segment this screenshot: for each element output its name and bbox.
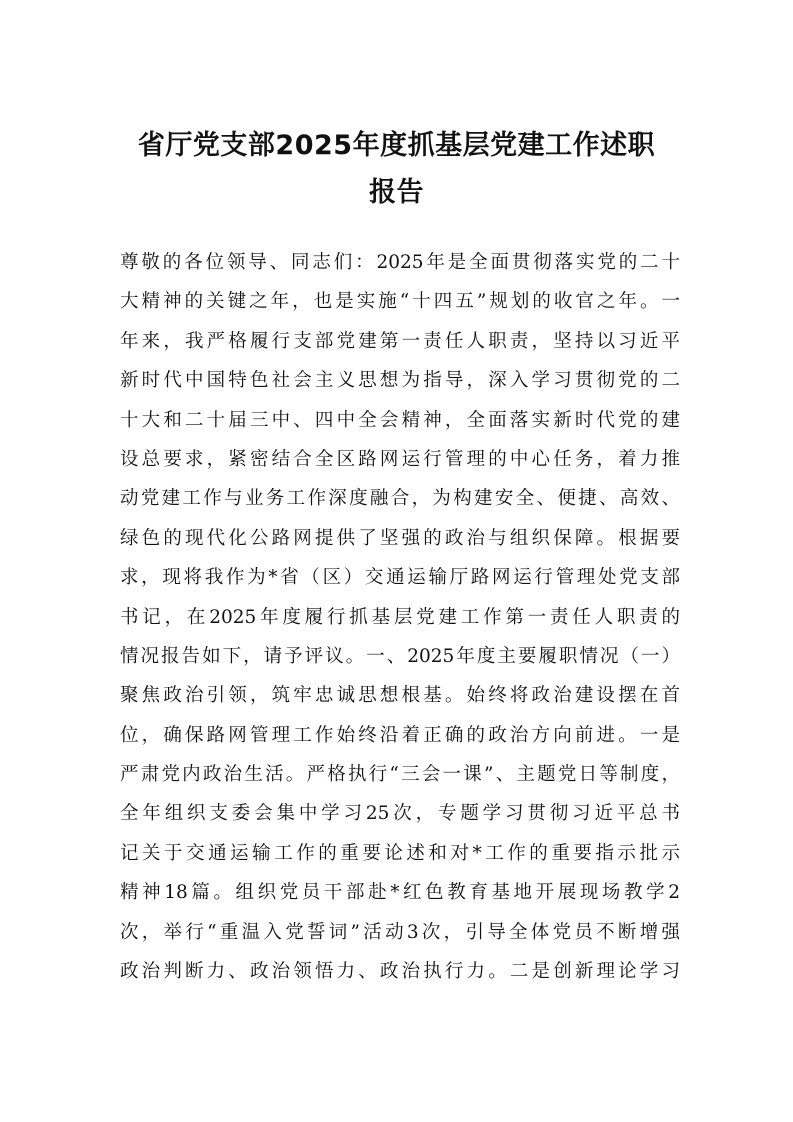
body-line: 动党建工作与业务工作深度融合，为构建安全、便捷、高效、 xyxy=(120,488,680,510)
body-line: 设总要求，紧密结合全区路网运行管理的中心任务，着力推 xyxy=(120,448,680,470)
document-body xyxy=(120,243,680,991)
body-line: 求，现将我作为*省（区）交通运输厅路网运行管理处党支部 xyxy=(120,567,680,589)
body-line: 记关于交通运输工作的重要论述和对*工作的重要指示批示 xyxy=(120,842,680,864)
body-line: 政治判断力、政治领悟力、政治执行力。二是创新理论学习 xyxy=(120,961,680,983)
body-line: 尊敬的各位领导、同志们：2025年是全面贯彻落实党的二十 xyxy=(120,252,680,273)
title-line-2: 报告 xyxy=(369,177,424,208)
document-title xyxy=(110,122,683,216)
body-line: 聚焦政治引领，筑牢忠诚思想根基。始终将政治建设摆在首 xyxy=(120,685,680,707)
title-line-1: 省厅党支部2025年度抓基层党建工作述职 xyxy=(137,130,656,161)
body-line: 精神18篇。组织党员干部赴*红色教育基地开展现场教学2 xyxy=(120,882,680,904)
body-line: 情况报告如下，请予评议。一、2025年度主要履职情况（一） xyxy=(120,645,680,667)
body-line: 全年组织支委会集中学习25次，专题学习贯彻习近平总书 xyxy=(120,803,680,825)
body-line: 绿色的现代化公路网提供了坚强的政治与组织保障。根据要 xyxy=(120,527,680,549)
body-line: 大精神的关键之年，也是实施“十四五”规划的收官之年。一 xyxy=(120,291,680,313)
body-line: 十大和二十届三中、四中全会精神，全面落实新时代党的建 xyxy=(120,409,680,431)
body-line: 书记，在2025年度履行抓基层党建工作第一责任人职责的 xyxy=(120,606,680,628)
body-line: 严肃党内政治生活。严格执行“三会一课”、主题党日等制度， xyxy=(120,764,680,786)
body-line: 年来，我严格履行支部党建第一责任人职责，坚持以习近平 xyxy=(120,330,680,352)
body-line: 次，举行“重温入党誓词”活动3次，引导全体党员不断增强 xyxy=(120,921,680,943)
body-line: 位，确保路网管理工作始终沿着正确的政治方向前进。一是 xyxy=(120,724,680,746)
body-line: 新时代中国特色社会主义思想为指导，深入学习贯彻党的二 xyxy=(120,370,680,392)
